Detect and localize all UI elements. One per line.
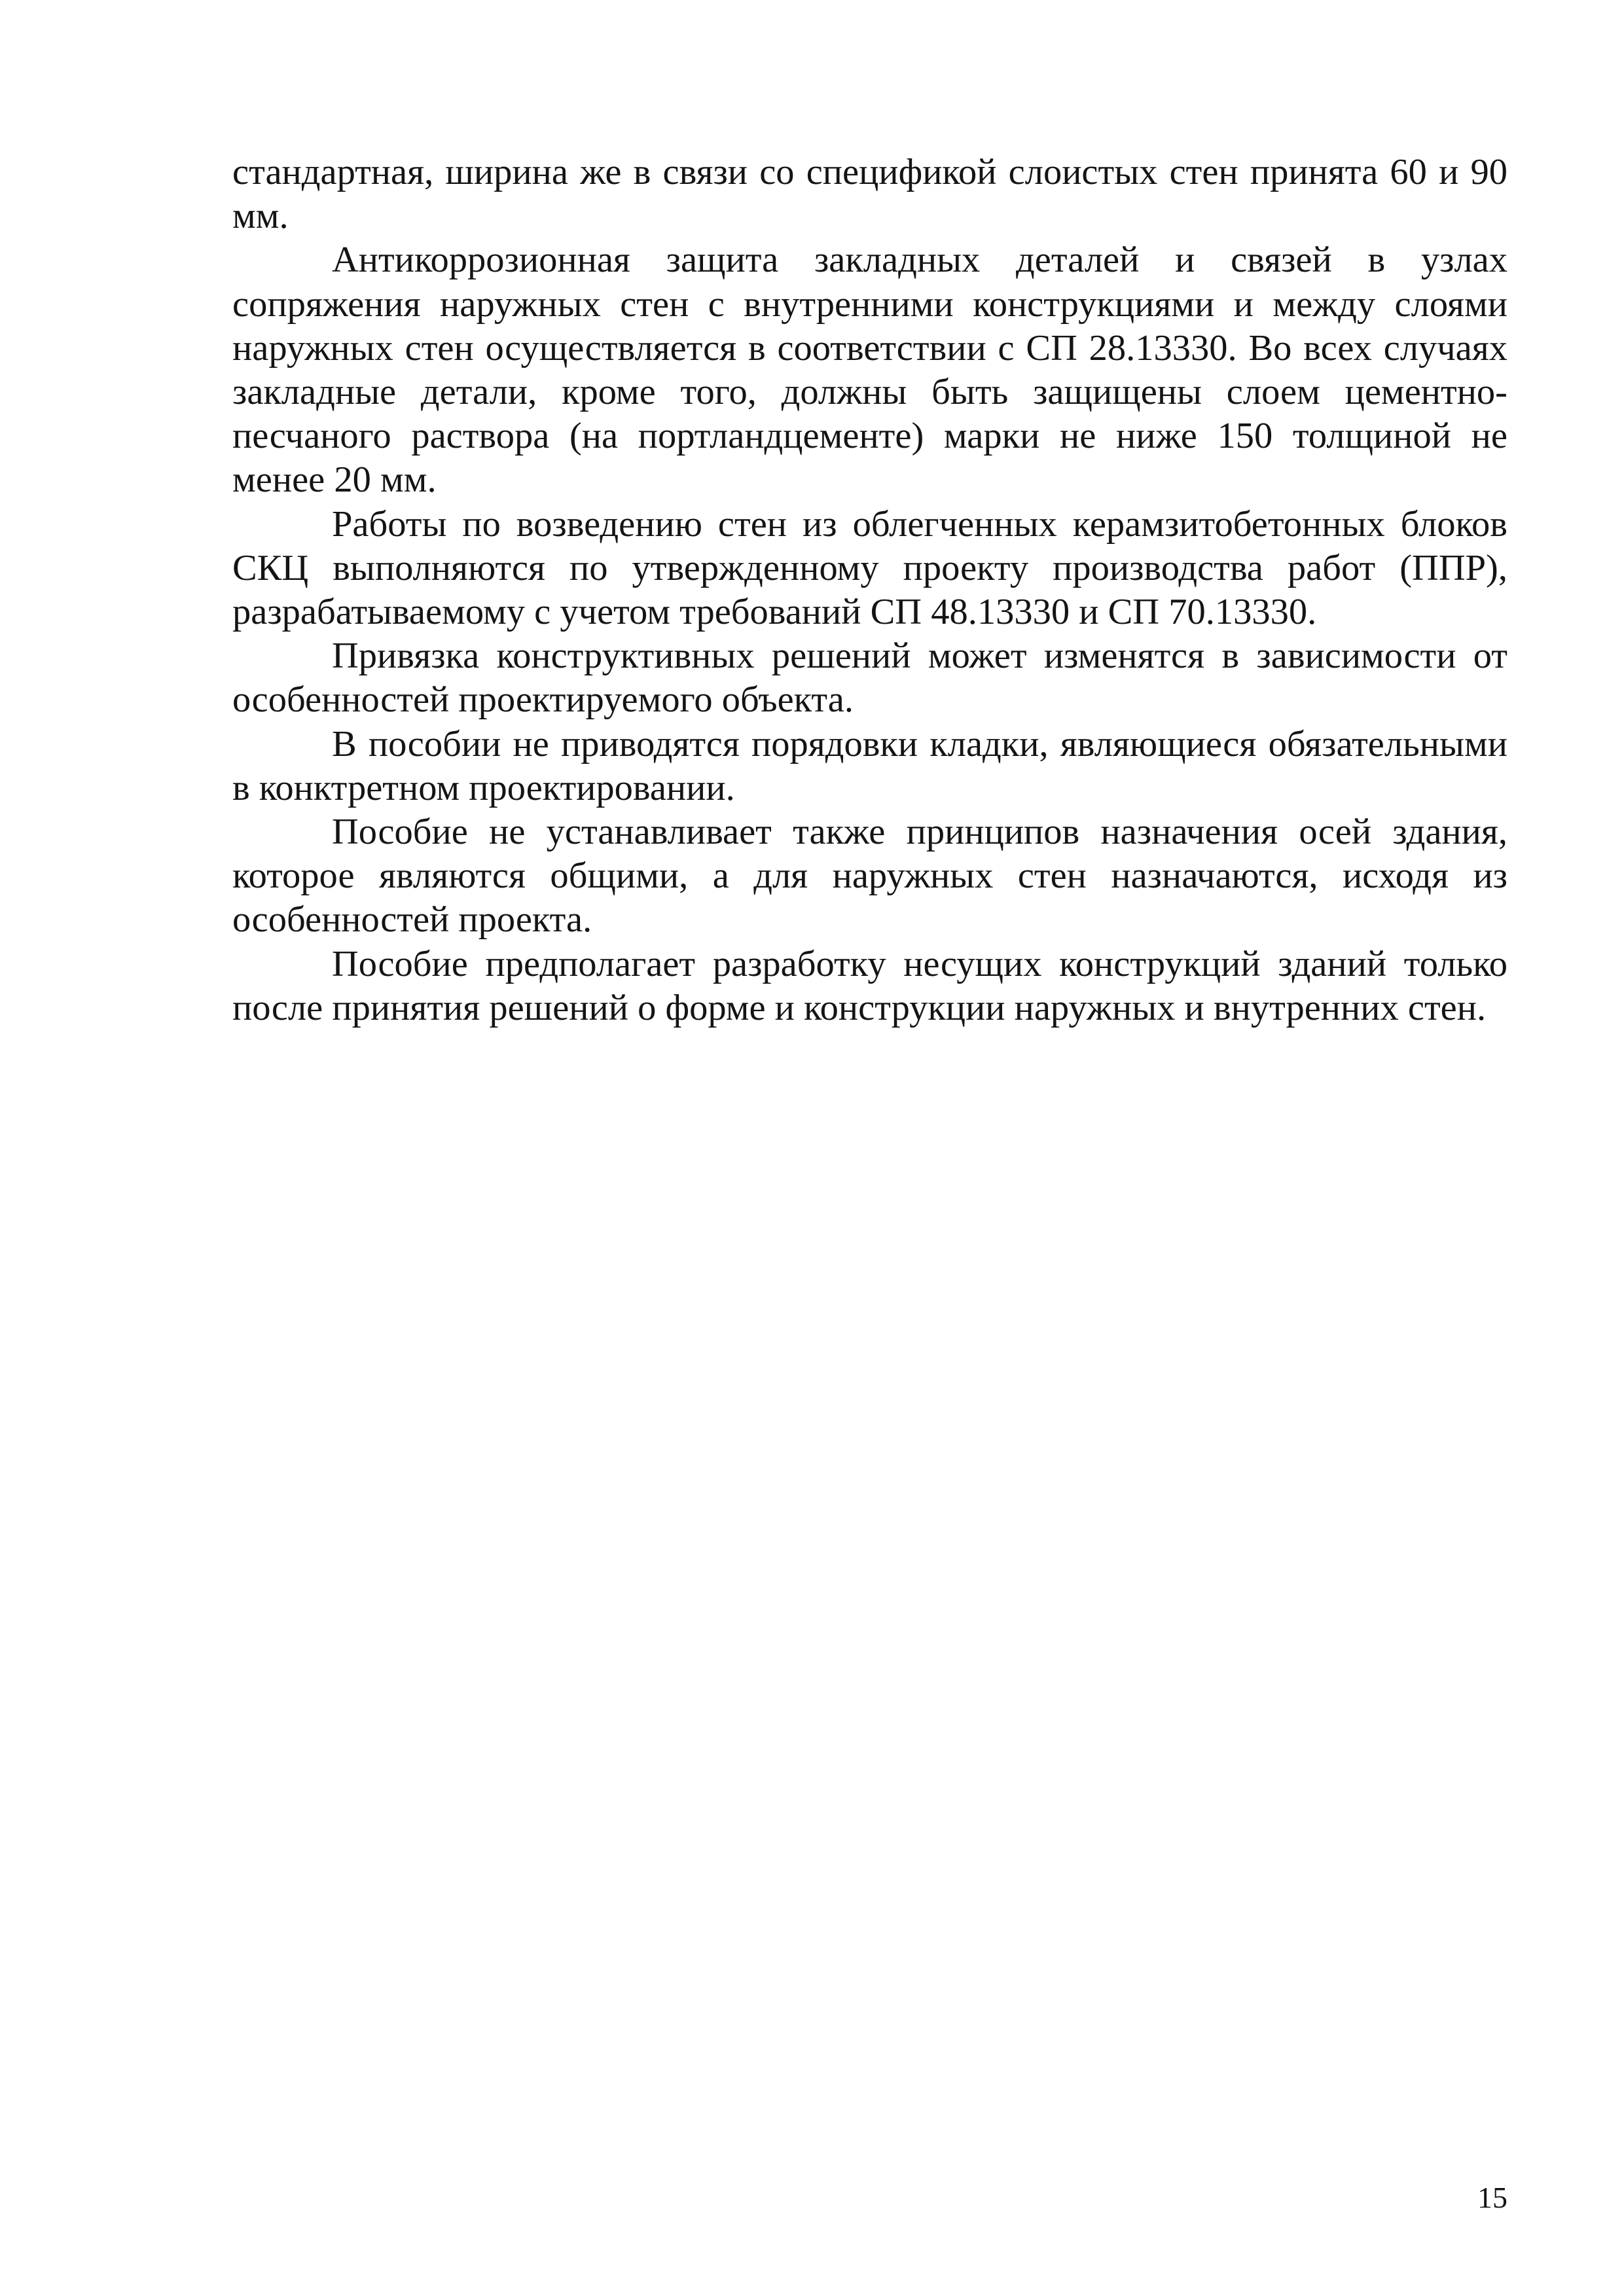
body-text	[232, 151, 1507, 1030]
paragraph-construction-works: Работы по возведению стен из облегченных керамзитобетонных блоков СКЦ выполняются по утвержденному проекту производства работ (ППР), разрабатываемому с учетом требований СП 48.13330 и СП 70.13330.	[232, 503, 1507, 633]
paragraph-load-bearing: Пособие предполагает разработку несущих конструкций зданий только после принятия решений о форме и конструкции наружных и внутренних стен.	[232, 943, 1507, 1028]
paragraph-building-axes: Пособие не устанавливает также принципов назначения осей здания, которое являются общими, а для наружных стен назначаются, исходя из особенностей проекта.	[232, 812, 1507, 941]
paragraph-continuation: стандартная, ширина же в связи со спецификой слоистых стен принята 60 и 90 мм.	[232, 152, 1507, 237]
paragraph-anticorrosion: Антикоррозионная защита закладных деталей и связей в узлах сопряжения наружных стен с внутренними конструкциями и между слоями наружных стен осуществляется в соответствии с СП 28.13330. Во всех случаях закладные детали, кроме того, должны быть защищены слоем цементно-песчаного раствора (на портландцементе) марки не ниже 150 толщиной не менее 20 мм.	[232, 240, 1507, 501]
page-number: 15	[1477, 2181, 1507, 2214]
paragraph-binding: Привязка конструктивных решений может изменятся в зависимости от особенностей проектируемого объекта.	[232, 636, 1507, 721]
paragraph-masonry-order: В пособии не приводятся порядовки кладки, являющиеся обязательными в конктретном проектировании.	[232, 723, 1507, 808]
